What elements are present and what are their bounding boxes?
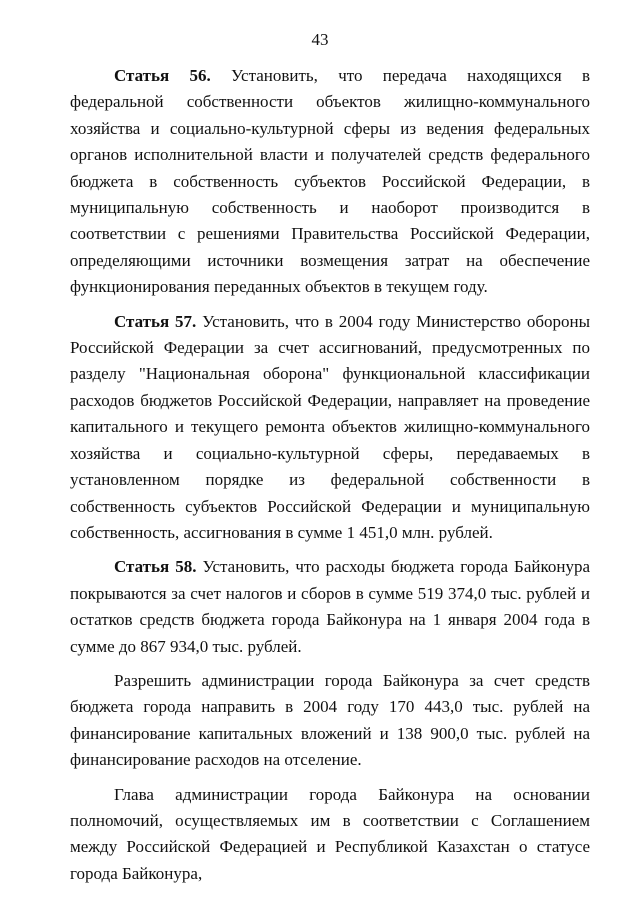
article-56-paragraph <box>70 63 590 301</box>
baikonur-head-text: Глава администрации города Байконура на основании полномочий, осуществляемых им в соответствии с Соглашением между Российской Федерацией и Республикой Казахстан о статусе города Байконура, <box>70 784 590 883</box>
article-57-title: Статья 57. <box>114 311 197 331</box>
baikonur-permission-text: Разрешить администрации города Байконура за счет средств бюджета города направить в 2004 году 170 443,0 тыс. рублей на финансирование капитальных вложений и 138 900,0 тыс. рублей на финансирование расходов на отселение. <box>70 670 590 770</box>
article-57-paragraph <box>70 309 590 547</box>
baikonur-permission-paragraph <box>70 668 590 774</box>
article-57-text: Установить, что в 2004 году Министерство обороны Российской Федерации за счет ассигнований, предусмотренных по разделу "Национальная оборона" функциональной классификации расходов бюджетов Российской Федерации, направляет на проведение капитального и текущего ремонта объектов жилищно-коммунального хозяйства и социально-культурной сферы, передаваемых в установленном порядке из федеральной собственности в собственность субъектов Российской Федерации и муниципальную собственность, ассигнования в сумме 1 451,0 млн. рублей. <box>70 311 590 542</box>
article-58-paragraph <box>70 554 590 660</box>
article-58-title: Статья 58. <box>114 557 197 577</box>
baikonur-head-paragraph <box>70 782 590 888</box>
article-58-text: Установить, что расходы бюджета города Байконура покрываются за счет налогов и сборов в сумме 519 374,0 тыс. рублей и остатков средств бюджета города Байконура на 1 января 2004 года в сумме до 867 934,0 тыс. рублей. <box>70 557 590 656</box>
article-56-title: Статья 56. <box>114 66 211 85</box>
document-body <box>70 63 590 895</box>
page-number: 43 <box>311 30 329 49</box>
article-56-text: Установить, что передача находящихся в федеральной собственности объектов жилищно-коммунального хозяйства и социально-культурной сферы из ведения федеральных органов исполнительной власти и получателей средств федерального бюджета в собственность субъектов Российской Федерации, в муниципальную собственность и наоборот производится в соответствии с решениями Правительства Российской Федерации, определяющими источники возмещения затрат на обеспечение функционирования переданных объектов в текущем году. <box>70 66 590 297</box>
